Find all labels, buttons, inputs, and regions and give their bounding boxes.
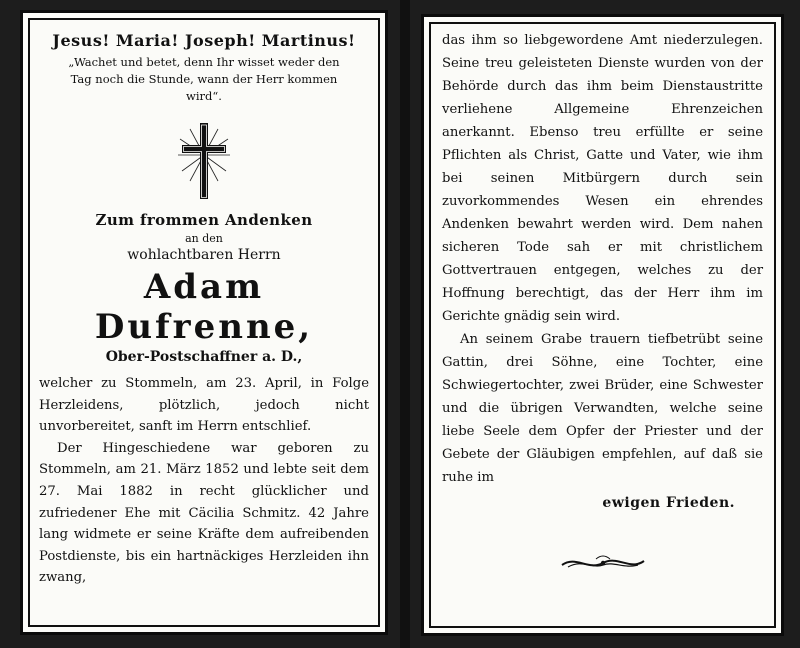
an-den-line: an den [185, 232, 223, 245]
honorific-line: wohlachtbaren Herrn [127, 247, 281, 263]
continuation-paragraph: das ihm so liebgewordene Amt niederzulegen. Seine treu geleisteten Dienste wurden von der Behörde durch das ihm beim Dienstaustritte verliehene Allgemeine Ehrenzeichen anerkannt. Ebenso treu erfüllte er seine Pflichten als Christ, Gatte und Vater, wie ihm bei seinen Mitbürgern durch sein zuvorkommendes Wesen ein ehrendes Andenken bewahrt werden wird. Dem nahen sicheren Tode sah er mit christlichem Gottvertrauen entgegen, welches zu der Hoffnung berechtigt, das der Herr ihm im Gerichte gnädig sein wird. [442, 33, 763, 324]
left-content [39, 25, 369, 620]
memorial-heading: Zum frommen Andenken [95, 211, 313, 229]
deceased-name: Adam Dufrenne, [94, 267, 314, 347]
motto: Jesus! Maria! Joseph! Martinus! [52, 31, 356, 50]
death-paragraph: welcher zu Stommeln, am 23. April, in Folge Herzleidens, plötzlich, jedoch nicht unvorbereitet, sanft im Herrn entschlief. [39, 376, 369, 435]
right-page [421, 14, 784, 636]
closing-line: ewigen Frieden. [602, 495, 735, 511]
ornament-wrap [442, 553, 763, 573]
center-fold [400, 0, 410, 648]
mourners-paragraph: An seinem Grabe trauern tiefbetrübt seine Gattin, drei Söhne, eine Tochter, eine Schwiegertochter, zwei Brüder, eine Schwester und die übrigen Verwandten, welche seine liebe Seele dem Opfer der Priester und der Gebete der Gläubigen empfehlen, auf daß sie ruhe im [442, 332, 763, 485]
deceased-title: Ober-Postschaffner a. D., [105, 349, 303, 365]
right-content [442, 29, 763, 621]
left-page [20, 10, 388, 635]
cross-wrap [39, 119, 369, 207]
bible-quote: „Wachet und betet, denn Ihr wisset weder den Tag noch die Stunde, wann der Herr kommen wird“. [68, 55, 340, 103]
ornament-icon [558, 553, 648, 573]
cross-icon [174, 119, 234, 207]
biography-paragraph: Der Hingeschiedene war geboren zu Stommeln, am 21. März 1852 und lebte seit dem 27. Mai 1882 in recht glücklicher und zufriedener Ehe mit Cäcilia Schmitz. 42 Jahre lang widmete er seine Kräfte dem aufreibenden Postdienste, bis ein hartnäckiges Herzleiden ihn zwang, [39, 440, 369, 586]
